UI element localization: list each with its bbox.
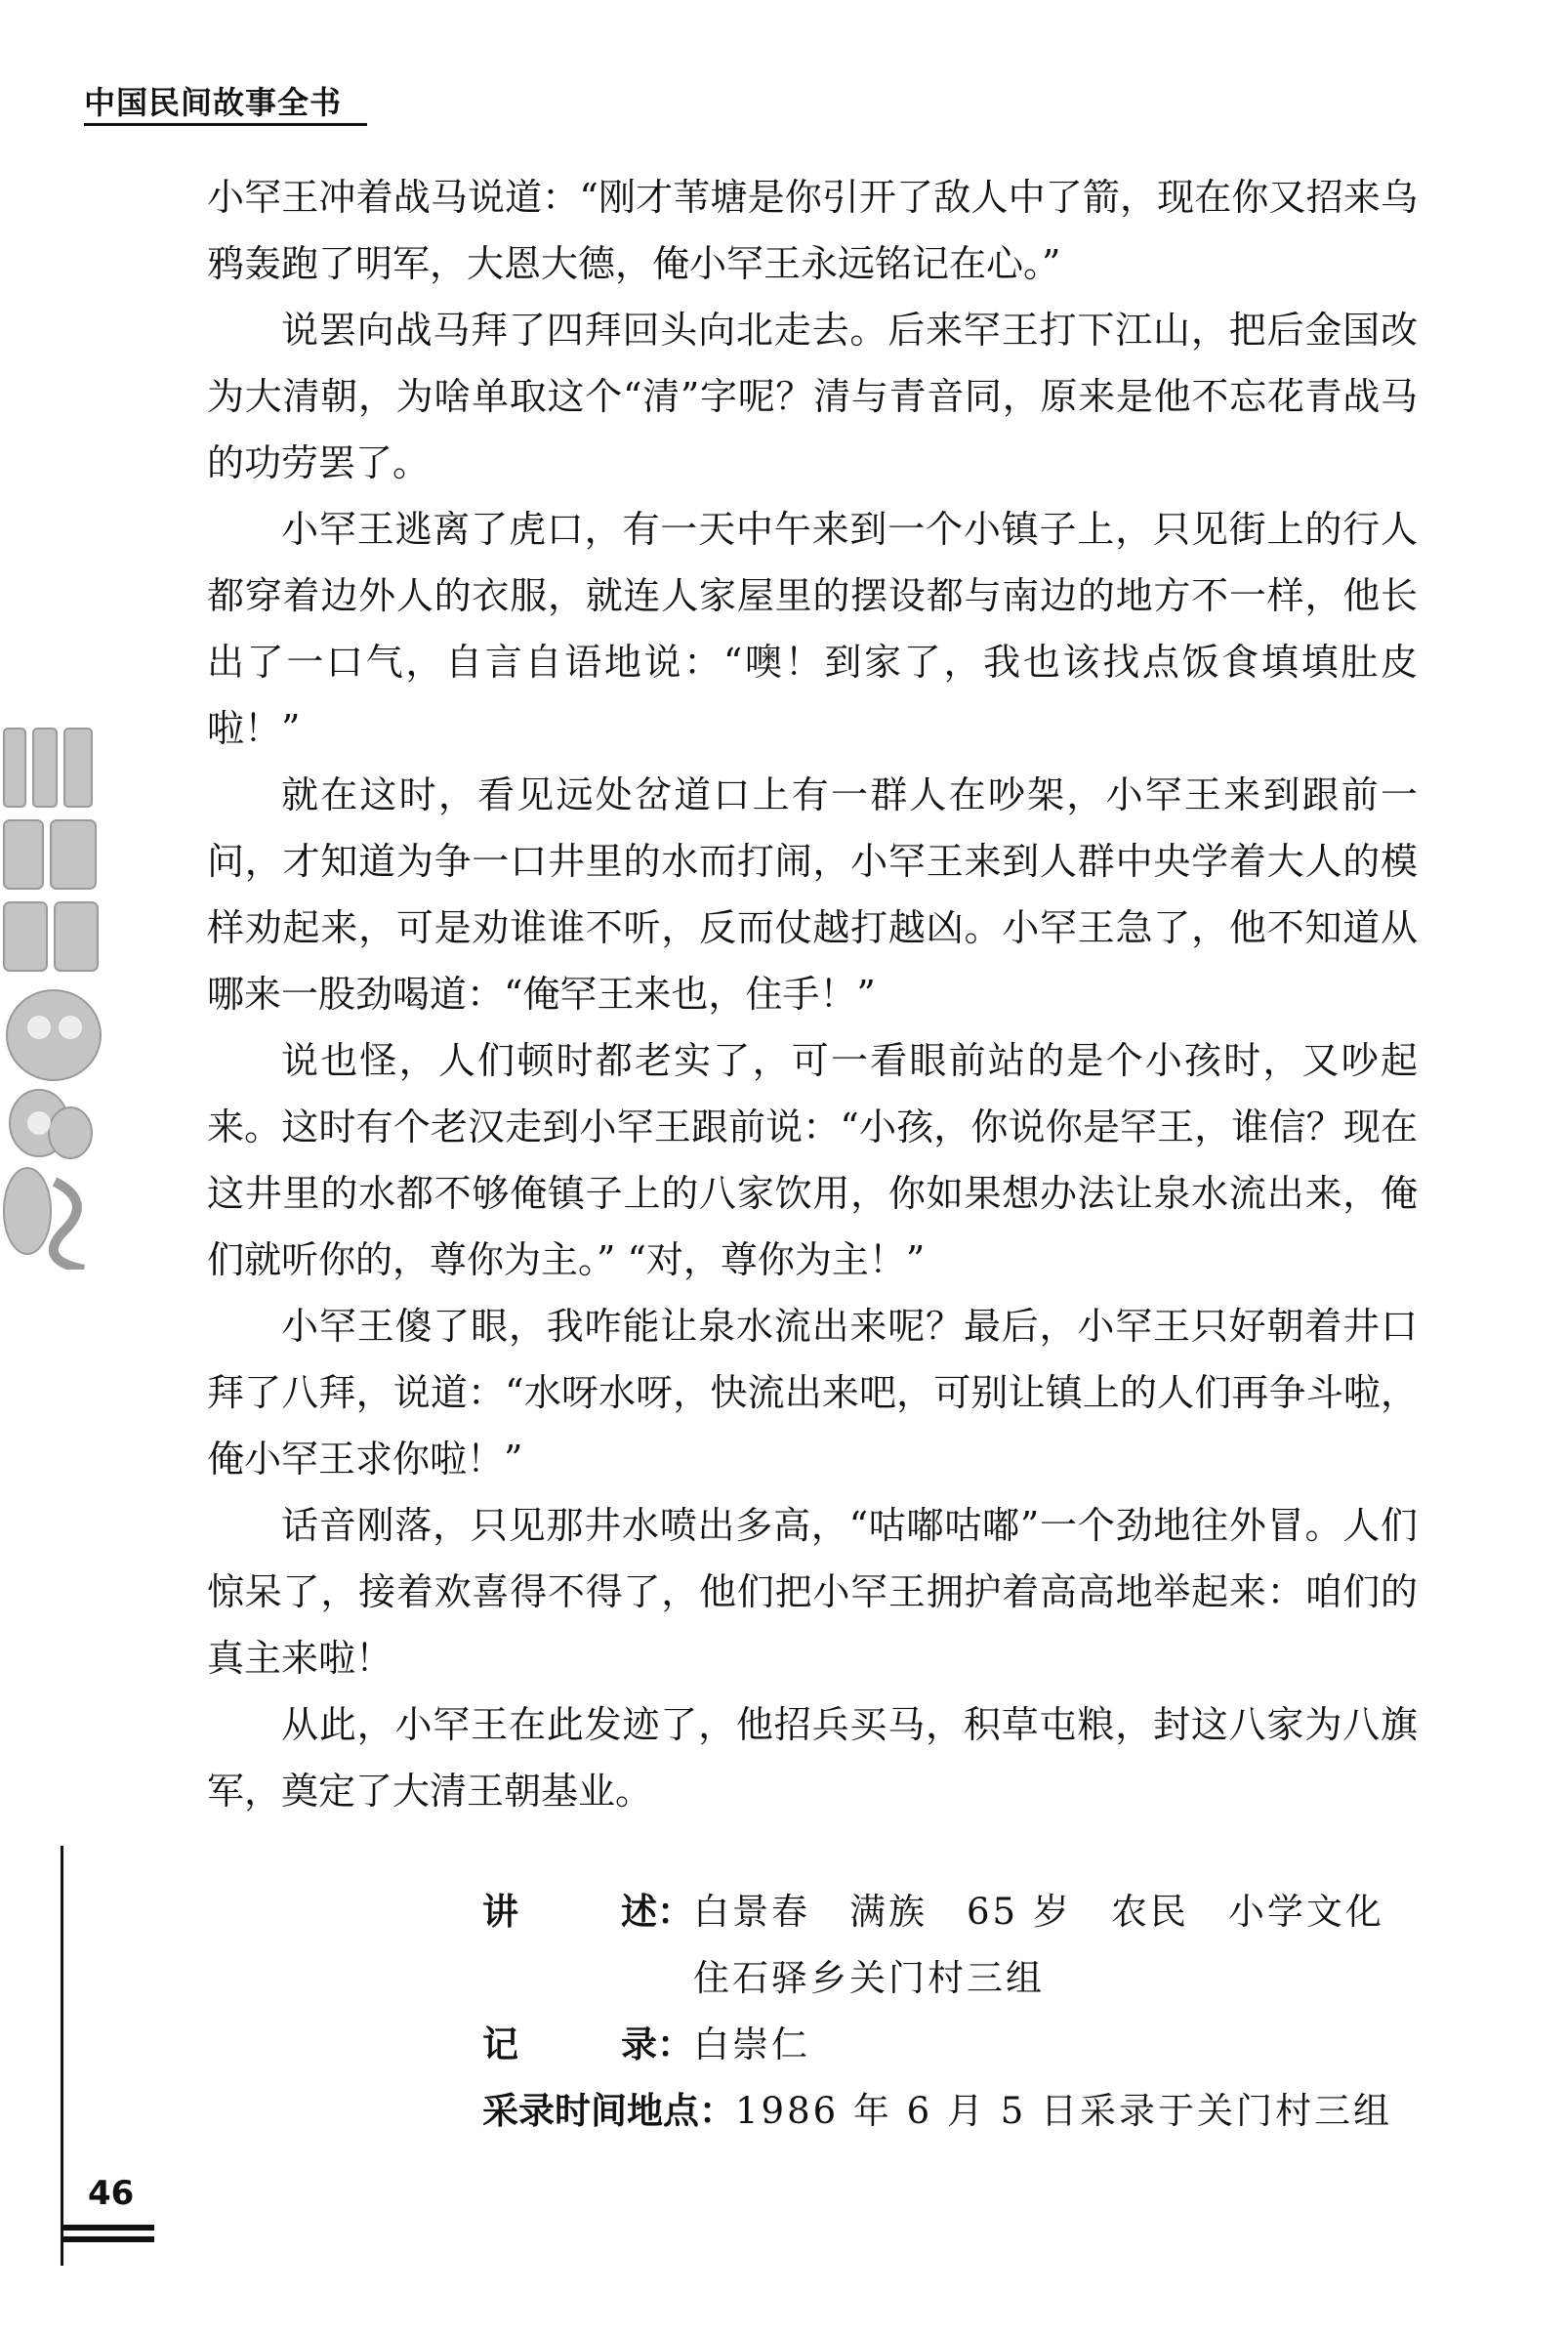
paragraph: 话音刚落，只见那井水喷出多高，“咕嘟咕嘟”一个劲地往外冒。人们惊呆了，接着欢喜得不得了，他们把小罕王拥护着高高地举起来：咱们的真主来啦！ xyxy=(207,1504,1418,1680)
narrator-value: 白景春 满族 65 岁 农民 小学文化 xyxy=(693,1891,1384,1933)
narrator-address: 住石驿乡关门村三组 xyxy=(693,1957,1045,1999)
book-title: 中国民间故事全书 xyxy=(84,84,343,121)
header-rule xyxy=(84,123,367,126)
paragraph: 小罕王逃离了虎口，有一天中午来到一个小镇子上，只见街上的行人都穿着边外人的衣服，就连人家屋里的摆设都与南边的地方不一样，他长出了一口气，自言自语地说：“噢！到家了，我也该找点饭食填填肚皮啦！” xyxy=(207,508,1418,750)
time-place-row xyxy=(482,2078,1439,2145)
folk-art-decoration xyxy=(0,723,107,1270)
time-place-label: 采录时间地点： xyxy=(482,2090,735,2132)
paragraph: 小罕王冲着战马说道：“刚才苇塘是你引开了敌人中了箭，现在你又招来乌鸦轰跑了明军，大恩大德，俺小罕王永远铭记在心。” xyxy=(207,176,1418,285)
recorder-row xyxy=(482,2012,1439,2078)
page-number: 46 xyxy=(88,2174,135,2213)
paragraph: 说罢向战马拜了四拜回头向北走去。后来罕王打下江山，把后金国改为大清朝，为啥单取这个“清”字呢？清与青音同，原来是他不忘花青战马的功劳罢了。 xyxy=(207,309,1418,484)
recorder-label-part: 录： xyxy=(621,2023,693,2065)
page-bar xyxy=(61,2225,154,2231)
recorder-label-part: 记 xyxy=(482,2023,518,2065)
recorder-value: 白崇仁 xyxy=(693,2023,810,2065)
narrator-label-part: 述： xyxy=(621,1891,693,1933)
paragraph: 说也怪，人们顿时都老实了，可一看眼前站的是个小孩时，又吵起来。这时有个老汉走到小罕王跟前说：“小孩，你说你是罕王，谁信？现在这井里的水都不够俺镇子上的八家饮用，你如果想办法让泉水流出来，俺们就听你的，尊你为主。” “对，尊你为主！” xyxy=(207,1039,1418,1281)
story-credits xyxy=(482,1879,1439,2145)
paragraph: 就在这时，看见远处岔道口上有一群人在吵架，小罕王来到跟前一问，才知道为争一口井里的水而打闹，小罕王来到人群中央学着大人的模样劝起来，可是劝谁谁不听，反而仗越打越凶。小罕王急了，他不知道从哪来一股劲喝道：“俺罕王来也，住手！” xyxy=(207,773,1418,1016)
page-bar xyxy=(61,2236,154,2242)
narrator-row xyxy=(482,1879,1439,1945)
paragraph: 小罕王傻了眼，我咋能让泉水流出来呢？最后，小罕王只好朝着井口拜了八拜，说道：“水呀水呀，快流出来吧，可别让镇上的人们再争斗啦，俺小罕王求你啦！” xyxy=(207,1305,1418,1481)
time-place-value: 1986 年 6 月 5 日采录于关门村三组 xyxy=(735,2090,1393,2132)
narrator-label-part: 讲 xyxy=(482,1891,518,1933)
narrator-label xyxy=(482,1879,693,1945)
page-number-bars xyxy=(61,2225,154,2248)
recorder-label xyxy=(482,2012,693,2078)
narrator-address-row xyxy=(482,1945,1439,2012)
paragraph: 从此，小罕王在此发迹了，他招兵买马，积草屯粮，封这八家为八旗军，奠定了大清王朝基业。 xyxy=(207,1703,1418,1813)
story-body xyxy=(207,164,1418,1824)
footer-side-rule xyxy=(61,1846,63,2266)
